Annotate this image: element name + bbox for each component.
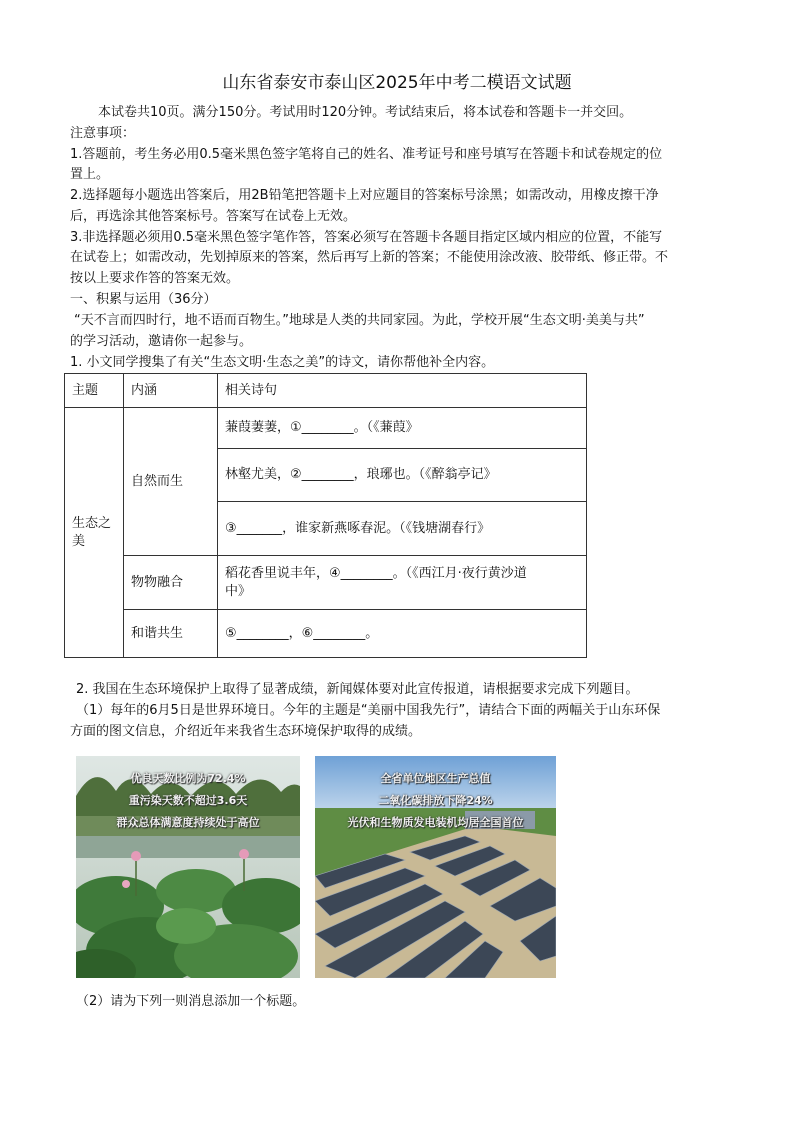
notice-line: 置上。 [70, 167, 110, 182]
group-cell: 自然而生 [124, 408, 218, 556]
theme-cell [65, 408, 124, 658]
solar-farm-photo [315, 756, 556, 978]
photo-caption: 优良天数比例为72.4% [130, 772, 246, 785]
question-2-1: 方面的图文信息，介绍近年来我省生态环境保护取得的成绩。 [70, 724, 422, 739]
poem-line-part: 中》 [225, 583, 252, 599]
poem-line-cell: 林壑尤美，②________，琅琊也。（《醉翁亭记》 [218, 449, 587, 502]
lotus-pond-image [76, 756, 300, 978]
exam-title: 山东省泰安市泰山区2025年中考二模语文试题 [222, 73, 572, 93]
question-1: 1. 小文同学搜集了有关“生态文明·生态之美”的诗文，请你帮他补全内容。 [70, 355, 495, 370]
photo-caption: 光伏和生物质发电装机均居全国首位 [347, 816, 524, 829]
question-2: 2. 我国在生态环境保护上取得了显著成绩，新闻媒体要对此宣传报道，请根据要求完成下列题目。 [76, 682, 639, 697]
lotus-pond-photo [76, 756, 300, 978]
notice-line: 1.答题前，考生务必用0.5毫米黑色签字笔将自己的姓名、准考证号和座号填写在答题卡和试卷规定的位 [70, 147, 663, 162]
notice-line: 后，再选涂其他答案标号。答案写在试卷上无效。 [70, 209, 357, 224]
table-header: 相关诗句 [218, 374, 587, 408]
poem-line-cell: ③_______，谁家新燕啄春泥。（《钱塘湖春行》 [218, 502, 587, 556]
question-2-1: （1）每年的6月5日是世界环境日。今年的主题是“美丽中国我先行”，请结合下面的两幅关于山东环保 [76, 703, 661, 718]
group-cell: 物物融合 [124, 556, 218, 610]
notice-line: 3.非选择题必须用0.5毫米黑色签字笔作答，答案必须写在答题卡各题目指定区域内相应的位置，不能写 [70, 230, 663, 245]
notice-line: 2.选择题每小题选出答案后，用2B铅笔把答题卡上对应题目的答案标号涂黑；如需改动，用橡皮擦干净 [70, 188, 659, 203]
photo-caption: 全省单位地区生产总值 [380, 772, 491, 785]
solar-farm-image [315, 756, 556, 978]
notice-line: 在试卷上；如需改动，先划掉原来的答案，然后再写上新的答案；不能使用涂改液、胶带纸、修正带。不 [70, 250, 669, 265]
photo-caption: 群众总体满意度持续处于高位 [116, 816, 260, 829]
intro-text: 本试卷共10页。满分150分。考试用时120分钟。考试结束后，将本试卷和答题卡一并交回。 [98, 105, 633, 120]
poem-table [64, 373, 587, 658]
table-header: 内涵 [124, 374, 218, 408]
poem-line-cell [218, 556, 587, 610]
context-text: “天不言而四时行，地不语而百物生。”地球是人类的共同家园。为此，学校开展“生态文明·美美与共” [74, 313, 645, 328]
group-cell: 和谐共生 [124, 610, 218, 658]
photo-caption: 重污染天数不超过3.6天 [128, 794, 248, 807]
photo-caption: 二氧化碳排放下降24% [378, 794, 493, 807]
poem-line-cell: ⑤________，⑥________。 [218, 610, 587, 658]
question-2-2: （2）请为下列一则消息添加一个标题。 [76, 994, 306, 1009]
context-text: 的学习活动，邀请你一起参与。 [70, 334, 253, 349]
notice-heading: 注意事项： [70, 126, 136, 141]
poem-line-part: 稻花香里说丰年，④________。（《西江月·夜行黄沙道 [225, 565, 527, 581]
theme-label: 生态之美 [72, 515, 112, 549]
section-heading: 一、积累与运用（36分） [70, 292, 217, 307]
table-header: 主题 [65, 374, 124, 408]
notice-line: 按以上要求作答的答案无效。 [70, 271, 240, 286]
poem-line-cell: 蒹葭萋萋，①________。（《蒹葭》 [218, 408, 587, 449]
